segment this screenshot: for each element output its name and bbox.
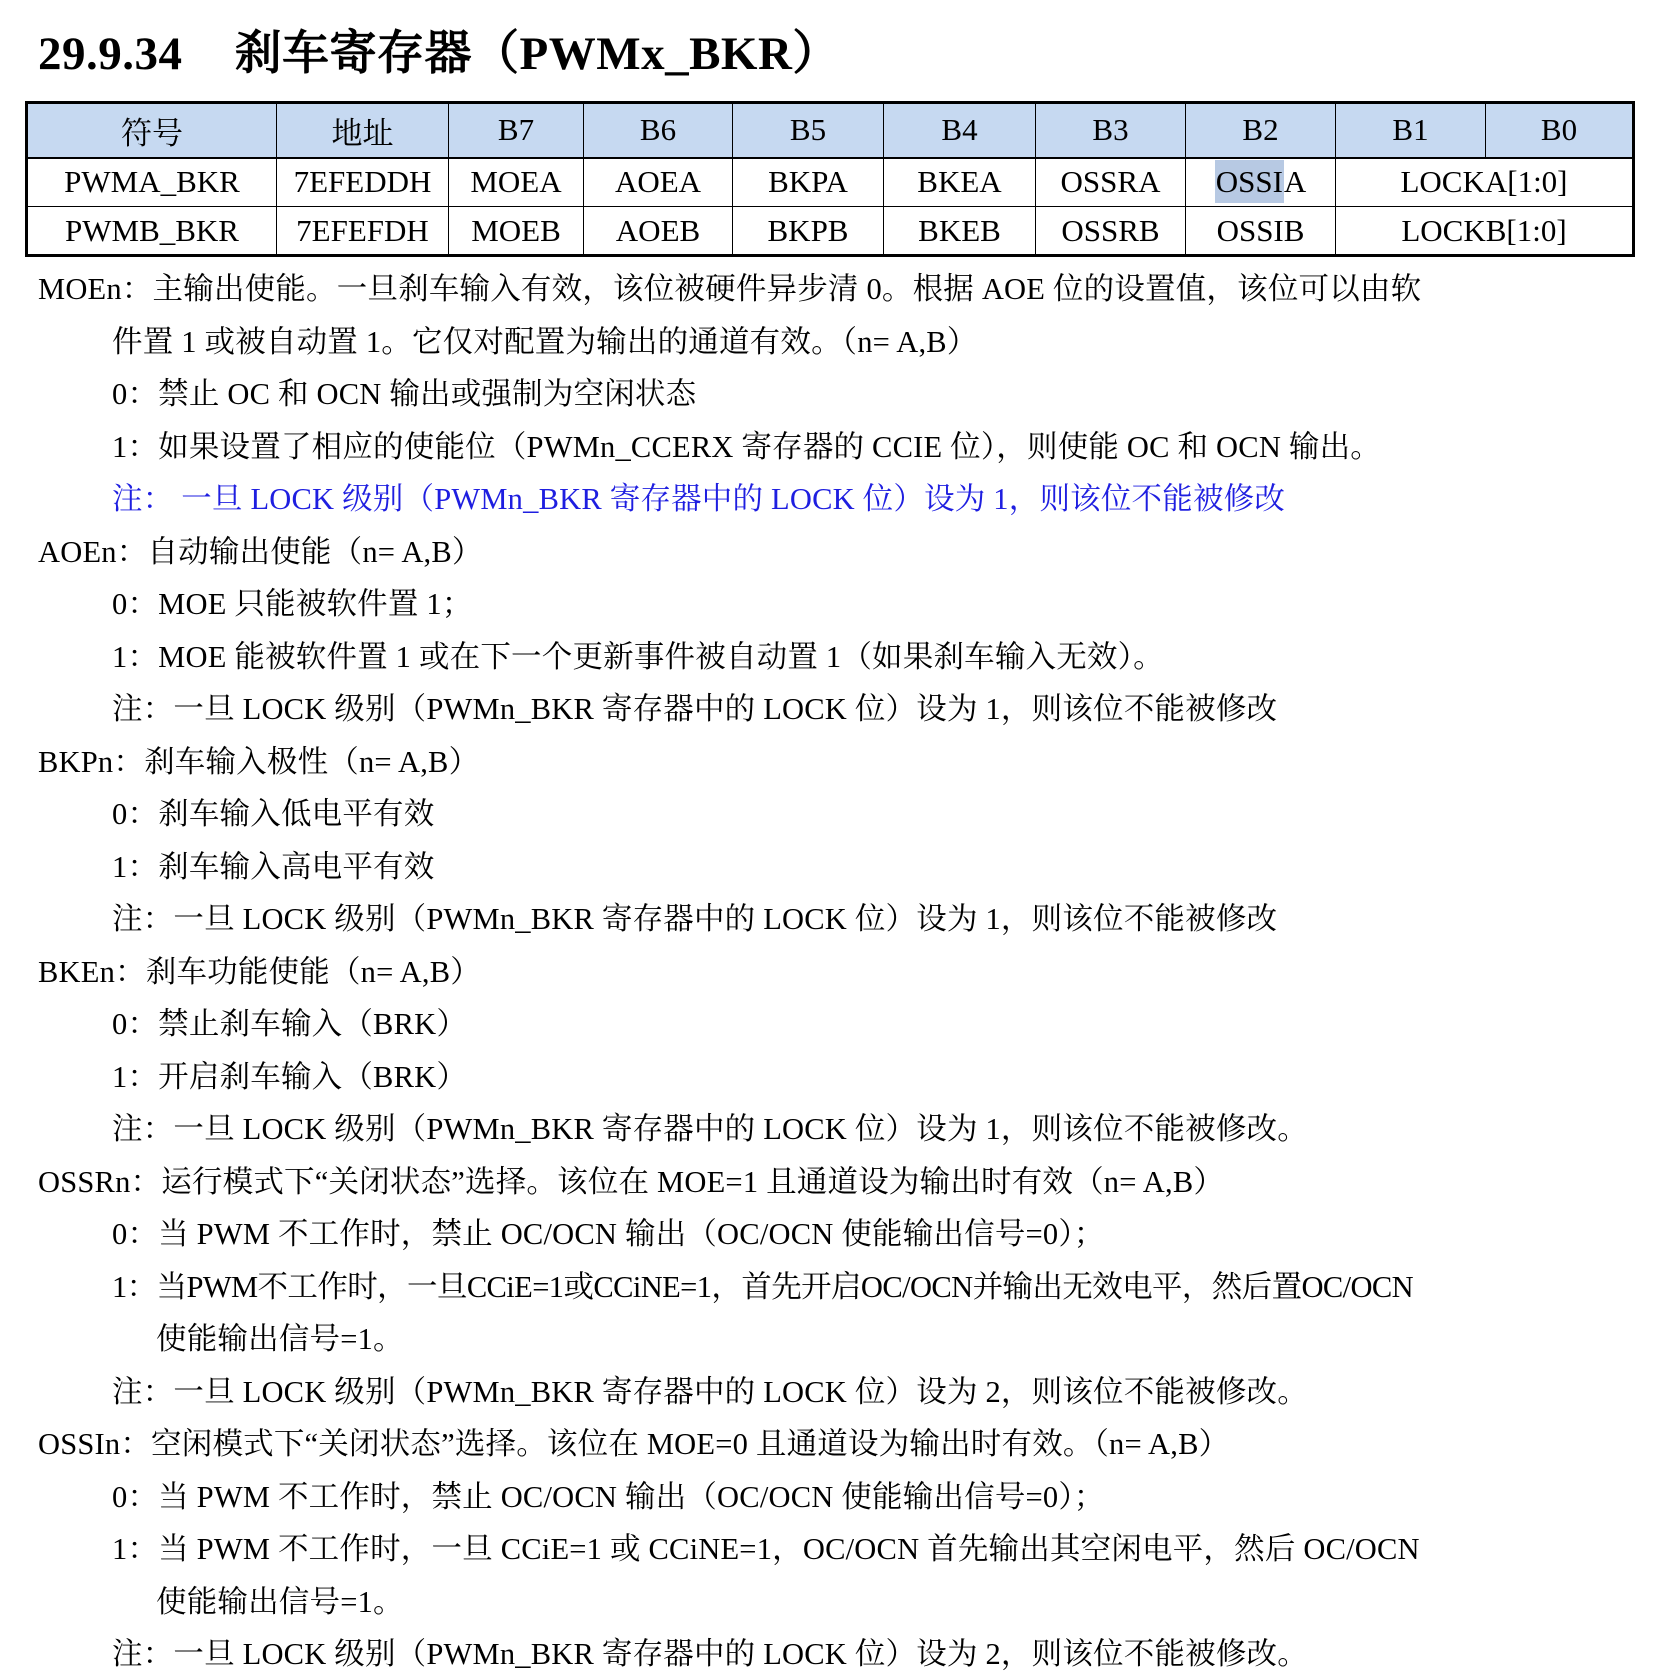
line-bken-val1: 1：开启刹车输入（BRK） — [112, 1059, 468, 1094]
section-heading — [0, 0, 1660, 101]
line-ossin-val0: 0：当 PWM 不工作时，禁止 OC/OCN 输出（OC/OCN 使能输出信号=0）； — [112, 1479, 1105, 1514]
line-aoen-val0: 0：MOE 只能被软件置 1； — [112, 587, 473, 621]
line-ossin-note: 注：一旦 LOCK 级别（PWMn_BKR 寄存器中的 LOCK 位）设为 2，则该位不能被修改。 — [112, 1637, 1308, 1671]
col-header-b0: B0 — [1486, 103, 1634, 158]
table-header-row — [27, 103, 1634, 158]
line-ossin-val1-cont: 使能输出信号=1。 — [156, 1584, 404, 1619]
line-bkpn-val0: 0：刹车输入低电平有效 — [112, 797, 435, 831]
cell-address: 7EFEFDH — [277, 207, 449, 256]
section-title: 刹车寄存器（PWMx_BKR） — [234, 28, 840, 80]
line-bkpn-note: 注：一旦 LOCK 级别（PWMn_BKR 寄存器中的 LOCK 位）设为 1，则该位不能被修改 — [112, 902, 1278, 936]
table-row-pwmb-bkr — [27, 207, 1634, 256]
line-moen-note: 注： 一旦 LOCK 级别（PWMn_BKR 寄存器中的 LOCK 位）设为 1，则该位不能被修改 — [112, 482, 1286, 516]
line-aoen-note: 注：一旦 LOCK 级别（PWMn_BKR 寄存器中的 LOCK 位）设为 1，则该位不能被修改 — [112, 692, 1278, 726]
line-bken-note: 注：一旦 LOCK 级别（PWMn_BKR 寄存器中的 LOCK 位）设为 1，则该位不能被修改。 — [112, 1112, 1308, 1146]
line-aoen-desc: AOEn：自动输出使能（n= A,B） — [38, 534, 483, 569]
bit-descriptions — [0, 263, 1660, 1680]
cell-bit: OSSIB — [1186, 207, 1336, 256]
cell-bit: BKEA — [884, 158, 1036, 207]
cell-address: 7EFEDDH — [277, 158, 449, 207]
cell-bit: OSSRB — [1036, 207, 1186, 256]
cell-symbol: PWMB_BKR — [27, 207, 277, 256]
line-ossrn-val1: 1：当PWM不工作时，一旦CCiE=1或CCiNE=1，首先开启OC/OCN并输出无效电平，然后置OC/OCN — [112, 1269, 1414, 1304]
line-ossrn-val0: 0：当 PWM 不工作时，禁止 OC/OCN 输出（OC/OCN 使能输出信号=0）； — [112, 1217, 1105, 1251]
col-header-b7: B7 — [449, 103, 584, 158]
cell-bit: BKPA — [733, 158, 884, 207]
cell-bit-ossia — [1186, 158, 1336, 207]
table-row-pwma-bkr — [27, 158, 1634, 207]
line-aoen-val1: 1：MOE 能被软件置 1 或在下一个更新事件被自动置 1（如果刹车输入无效）。 — [112, 639, 1164, 674]
line-moen-val0: 0：禁止 OC 和 OCN 输出或强制为空闲状态 — [112, 377, 697, 411]
col-header-b2: B2 — [1186, 103, 1336, 158]
line-moen-cont: 件置 1 或被自动置 1。它仅对配置为输出的通道有效。（n= A,B） — [112, 324, 978, 359]
col-header-b6: B6 — [584, 103, 733, 158]
line-ossrn-note: 注：一旦 LOCK 级别（PWMn_BKR 寄存器中的 LOCK 位）设为 2，则该位不能被修改。 — [112, 1374, 1308, 1409]
cell-bit: MOEA — [449, 158, 584, 207]
line-moen-val1: 1：如果设置了相应的使能位（PWMn_CCERX 寄存器的 CCIE 位），则使能 OC 和 OCN 输出。 — [112, 429, 1381, 464]
line-bken-val0: 0：禁止刹车输入（BRK） — [112, 1007, 468, 1041]
col-header-symbol: 符号 — [27, 103, 277, 158]
line-bken-desc: BKEn：刹车功能使能（n= A,B） — [38, 954, 481, 989]
line-bkpn-desc: BKPn：刹车输入极性（n= A,B） — [38, 744, 480, 779]
cell-bit: AOEA — [584, 158, 733, 207]
cell-symbol: PWMA_BKR — [27, 158, 277, 207]
cell-lock: LOCKA[1:0] — [1336, 158, 1634, 207]
cell-bit: AOEB — [584, 207, 733, 256]
cell-bit: BKEB — [884, 207, 1036, 256]
line-ossin-desc: OSSIn：空闲模式下“关闭状态”选择。该位在 MOE=0 且通道设为输出时有效。（n= A,B） — [38, 1427, 1230, 1461]
col-header-b3: B3 — [1036, 103, 1186, 158]
col-header-b4: B4 — [884, 103, 1036, 158]
cell-bit: MOEB — [449, 207, 584, 256]
cell-bit: OSSRA — [1036, 158, 1186, 207]
line-ossrn-desc: OSSRn：运行模式下“关闭状态”选择。该位在 MOE=1 且通道设为输出时有效（n= A,B） — [38, 1164, 1225, 1199]
col-header-b5: B5 — [733, 103, 884, 158]
col-header-address: 地址 — [277, 103, 449, 158]
register-table — [25, 101, 1635, 257]
cell-bit-ossia-rest: A — [1283, 164, 1307, 200]
cell-bit: BKPB — [733, 207, 884, 256]
section-number: 29.9.34 — [38, 28, 183, 80]
col-header-b1: B1 — [1336, 103, 1486, 158]
line-ossrn-val1-cont: 使能输出信号=1。 — [156, 1322, 404, 1356]
line-moen-desc: MOEn：主输出使能。一旦刹车输入有效，该位被硬件异步清 0。根据 AOE 位的设置值，该位可以由软 — [38, 272, 1422, 306]
line-bkpn-val1: 1：刹车输入高电平有效 — [112, 849, 435, 884]
cell-lock: LOCKB[1:0] — [1336, 207, 1634, 256]
text-selection-highlight: OSSI — [1215, 160, 1284, 203]
line-ossin-val1: 1：当 PWM 不工作时，一旦 CCiE=1 或 CCiNE=1，OC/OCN 首先输出其空闲电平，然后 OC/OCN — [112, 1532, 1420, 1566]
